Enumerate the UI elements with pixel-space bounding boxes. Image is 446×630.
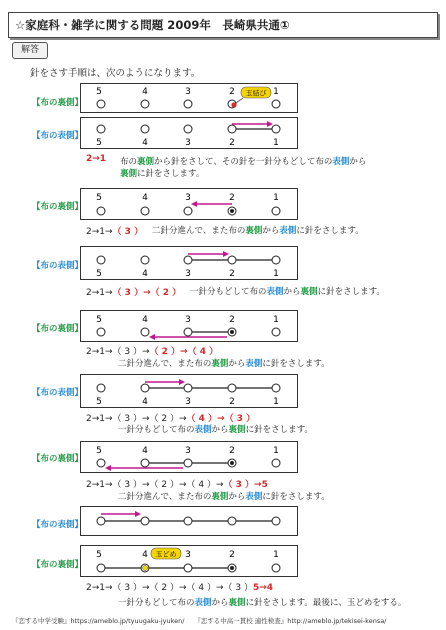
page-title: ☆家庭科・雑学に関する問題 2009年 長崎県共通① xyxy=(15,18,290,32)
num-2: 2 xyxy=(229,446,235,456)
hole xyxy=(272,328,280,336)
hole xyxy=(184,384,192,392)
hole xyxy=(228,125,236,133)
step-sequence: 2→1→（ 3 ）→（ 2 ）→（ 4 ） xyxy=(86,347,219,357)
step-description: 二針分進んで、また布の裏側から表側に針をさします。 xyxy=(152,226,364,236)
hole xyxy=(141,517,149,525)
knot-dot-icon xyxy=(230,461,234,465)
hole xyxy=(184,100,192,108)
hole xyxy=(272,207,280,215)
hole xyxy=(97,207,105,215)
num-5: 5 xyxy=(96,397,102,407)
step-description-cont: 裏側に針をさします。 xyxy=(120,169,205,179)
num-1: 1 xyxy=(273,269,279,279)
step-description: 一針分もどして布の表側から裏側に針をさします。最後に、玉どめをする。 xyxy=(118,598,407,608)
arrow-head-icon xyxy=(135,511,141,517)
hole xyxy=(141,100,149,108)
fabric-diagram xyxy=(81,375,297,407)
num-4: 4 xyxy=(142,550,148,560)
step-description: 一針分もどして布の表側から裏側に針をさします。 xyxy=(190,287,385,297)
label-back: 【布の裏側】 xyxy=(32,454,84,464)
step-sequence: 2→1→（ 3 ）→（ 2 ） xyxy=(86,288,182,298)
step-description: 二針分進んで、また布の裏側から表側に針をさします。 xyxy=(118,359,330,369)
fabric-box xyxy=(80,374,298,408)
num-4: 4 xyxy=(142,193,148,203)
label-back: 【布の裏側】 xyxy=(32,324,84,334)
num-5: 5 xyxy=(96,315,102,325)
num-4: 4 xyxy=(142,138,148,148)
label-front: 【布の表側】 xyxy=(32,520,84,530)
hole xyxy=(228,256,236,264)
hole xyxy=(184,328,192,336)
num-4: 4 xyxy=(142,315,148,325)
fabric-box xyxy=(80,188,298,220)
num-1: 1 xyxy=(273,193,279,203)
num-2: 2 xyxy=(229,550,235,560)
fabric-diagram xyxy=(81,311,297,341)
num-3: 3 xyxy=(185,550,191,560)
fabric-diagram xyxy=(81,118,297,148)
fabric-box xyxy=(80,246,298,280)
hole xyxy=(97,256,105,264)
arrow-head-icon xyxy=(191,201,197,207)
num-5: 5 xyxy=(96,550,102,560)
hole xyxy=(184,256,192,264)
num-3: 3 xyxy=(185,193,191,203)
num-4: 4 xyxy=(142,397,148,407)
num-5: 5 xyxy=(96,269,102,279)
fabric-diagram xyxy=(81,247,297,279)
fabric-diagram xyxy=(81,189,297,219)
step-description: 布の裏側から針をさして、その針を一針分もどして布の表側から xyxy=(120,157,367,167)
hole xyxy=(184,517,192,525)
step-description: 一針分もどして布の表側から裏側に針をさします。 xyxy=(118,425,313,435)
arrow-head-icon xyxy=(105,465,111,471)
num-5: 5 xyxy=(96,193,102,203)
hole xyxy=(97,564,105,572)
num-5: 5 xyxy=(96,87,102,97)
hole xyxy=(97,125,105,133)
num-5: 5 xyxy=(96,446,102,456)
hole xyxy=(272,517,280,525)
title-bar xyxy=(8,12,438,38)
fabric-box xyxy=(80,310,298,342)
label-front: 【布の表側】 xyxy=(32,388,84,398)
footer-links[interactable]: 『恋する中学受験』https://ameblo.jp/tyuugaku-jyuken/ 『恋する中高一貫校 適性検査』http://ameblo.jp/tekisei-kensa/ xyxy=(12,617,387,625)
answer-button[interactable]: 解答 xyxy=(12,42,48,59)
knot-end-label: 玉どめ xyxy=(155,550,177,559)
fabric-diagram xyxy=(81,442,297,472)
step-sequence: 2→1→（ 3 ） xyxy=(86,227,144,237)
fabric-diagram xyxy=(81,546,297,576)
hole xyxy=(272,564,280,572)
num-3: 3 xyxy=(185,87,191,97)
num-2: 2 xyxy=(229,87,235,97)
hole xyxy=(141,459,149,467)
arrow-head-icon xyxy=(267,121,273,127)
hole xyxy=(141,384,149,392)
hole xyxy=(272,100,280,108)
num-1: 1 xyxy=(273,138,279,148)
num-2: 2 xyxy=(229,397,235,407)
knot-dot-icon xyxy=(230,330,234,334)
num-1: 1 xyxy=(273,550,279,560)
hole xyxy=(184,459,192,467)
knot-end-dot-icon xyxy=(142,565,147,570)
num-2: 2 xyxy=(229,315,235,325)
hole xyxy=(272,125,280,133)
hole xyxy=(272,459,280,467)
hole xyxy=(228,384,236,392)
hole xyxy=(184,564,192,572)
hole xyxy=(184,207,192,215)
knot-start-label: 玉結び xyxy=(245,89,267,98)
arrow-head-icon xyxy=(149,334,155,340)
fabric-box xyxy=(80,117,298,149)
num-1: 1 xyxy=(273,446,279,456)
num-2: 2 xyxy=(229,269,235,279)
num-2: 2 xyxy=(229,138,235,148)
hole xyxy=(97,517,105,525)
num-3: 3 xyxy=(185,315,191,325)
fabric-diagram xyxy=(81,84,297,112)
fabric-box xyxy=(80,506,298,536)
hole xyxy=(272,256,280,264)
label-front: 【布の表側】 xyxy=(32,261,84,271)
fabric-diagram xyxy=(81,507,297,535)
num-3: 3 xyxy=(185,138,191,148)
intro-text: 針をさす手順は、次のようになります。 xyxy=(30,68,201,79)
hole xyxy=(228,517,236,525)
label-back: 【布の裏側】 xyxy=(32,202,84,212)
hole xyxy=(141,328,149,336)
hole xyxy=(141,207,149,215)
arrow-head-icon xyxy=(223,251,229,257)
hole xyxy=(141,256,149,264)
knot-pointer xyxy=(236,98,243,103)
hole xyxy=(97,384,105,392)
hole xyxy=(97,459,105,467)
hole xyxy=(97,328,105,336)
hole xyxy=(97,100,105,108)
fabric-box xyxy=(80,545,298,577)
num-1: 1 xyxy=(273,87,279,97)
step-sequence: 2→1→（ 3 ）→（ 2 ）→（ 4 ）→（ 3 ）5→4 xyxy=(86,583,274,593)
num-4: 4 xyxy=(142,446,148,456)
step-sequence: 2→1 xyxy=(86,154,107,164)
num-5: 5 xyxy=(96,138,102,148)
num-3: 3 xyxy=(185,446,191,456)
num-1: 1 xyxy=(273,397,279,407)
num-4: 4 xyxy=(142,87,148,97)
num-1: 1 xyxy=(273,315,279,325)
fabric-box xyxy=(80,83,298,113)
fabric-box xyxy=(80,441,298,473)
num-2: 2 xyxy=(229,193,235,203)
label-front: 【布の表側】 xyxy=(32,131,84,141)
label-back: 【布の裏側】 xyxy=(32,560,84,570)
hole xyxy=(272,384,280,392)
step-sequence: 2→1→（ 3 ）→（ 2 ）→（ 4 ）→（ 3 ）→5 xyxy=(86,480,268,490)
knot-dot-icon xyxy=(230,566,234,570)
hole xyxy=(184,125,192,133)
num-3: 3 xyxy=(185,397,191,407)
step-sequence: 2→1→（ 3 ）→（ 2 ）→（ 4 ）→（ 3 ） xyxy=(86,414,256,424)
step-description: 二針分進んで、また布の裏側から表側に針をさします。 xyxy=(118,492,330,502)
num-3: 3 xyxy=(185,269,191,279)
hole xyxy=(141,125,149,133)
label-back: 【布の裏側】 xyxy=(32,98,84,108)
knot-dot-icon xyxy=(231,102,236,107)
knot-dot-icon xyxy=(230,209,234,213)
num-4: 4 xyxy=(142,269,148,279)
arrow-head-icon xyxy=(179,379,185,385)
